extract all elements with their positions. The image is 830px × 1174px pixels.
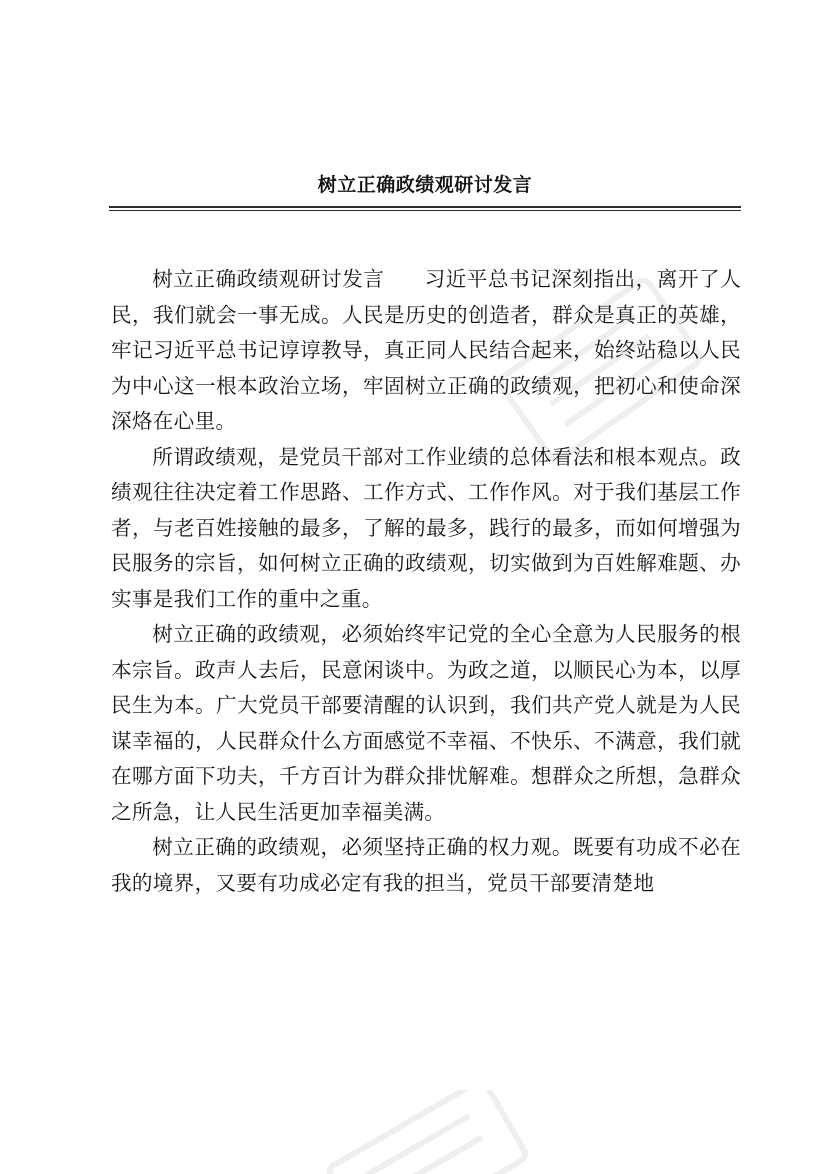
watermark-logo-bottom [300,1090,540,1174]
page-title: 树立正确政绩观研讨发言 [317,174,533,196]
title-divider-thin [109,210,741,211]
paragraph [111,262,741,440]
document-body [111,262,741,901]
paragraph-text: 习近平总书记深刻指出，离开了人民，我们就会一事无成。人民是历史的创造者，群众是真正的英雄，牢记习近平总书记谆谆教导，真正同人民结合起来，始终站稳以人民为中心这一根本政治立场，牢固树立正确的政绩观，把初心和使命深深烙在心里。 [111,267,741,433]
paragraph: 所谓政绩观，是党员干部对工作业绩的总体看法和根本观点。政绩观往往决定着工作思路、工作方式、工作作风。对于我们基层工作者，与老百姓接触的最多，了解的最多，践行的最多，而如何增强为民服务的宗旨，如何树立正确的政绩观，切实做到为百姓解难题、办实事是我们工作的重中之重。 [111,444,741,611]
title-divider-thick [109,206,741,208]
paragraph: 树立正确的政绩观，必须始终牢记党的全心全意为人民服务的根本宗旨。政声人去后，民意闲谈中。为政之道，以顺民心为本，以厚民生为本。广大党员干部要清醒的认识到，我们共产党人就是为人民谋幸福的，人民群众什么方面感觉不幸福、不快乐、不满意，我们就在哪方面下功夫，千方百计为群众排忧解难。想群众之所想，急群众之所急，让人民生活更加幸福美满。 [111,622,741,824]
paragraph-lead: 树立正确政绩观研讨发言 [152,267,385,291]
paragraph: 树立正确的政绩观，必须坚持正确的权力观。既要有功成不必在我的境界，又要有功成必定有我的担当，党员干部要清楚地 [111,835,741,895]
